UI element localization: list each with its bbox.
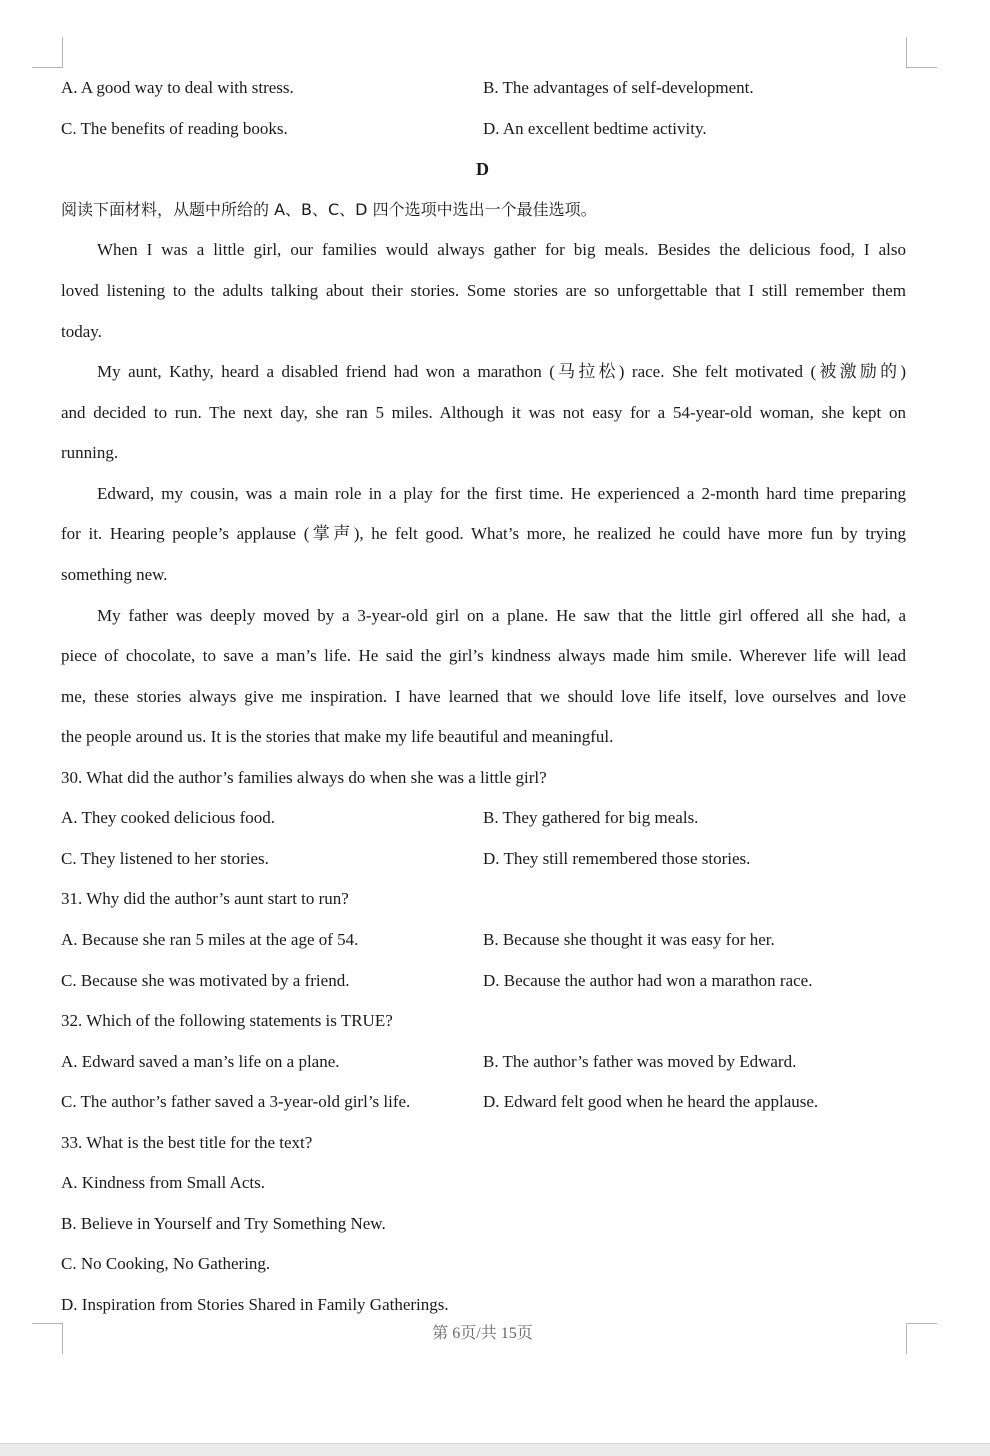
question-33-option-d: D. Inspiration from Stories Shared in Family Gatherings. (61, 1295, 449, 1314)
passage-p1-line2: loved listening to the adults talking about their stories. Some stories are so unforgettable that I still remember them (61, 281, 906, 300)
question-33-stem: 33. What is the best title for the text? (61, 1133, 313, 1152)
question-31-stem: 31. Why did the author’s aunt start to run? (61, 889, 349, 908)
question-31-option-b: B. Because she thought it was easy for her. (483, 930, 775, 949)
passage-p2-line3: running. (61, 443, 119, 462)
passage-p2-line1: My aunt, Kathy, heard a disabled friend had won a marathon (马拉松) race. She felt motivated (被激励的) (97, 362, 906, 381)
section-heading: D (476, 159, 489, 179)
prev-option-a: A. A good way to deal with stress. (61, 78, 294, 97)
question-30-option-d: D. They still remembered those stories. (483, 849, 751, 868)
question-30-stem: 30. What did the author’s families always do when she was a little girl? (61, 768, 547, 787)
passage-p4-line4: the people around us. It is the stories that make my life beautiful and meaningful. (61, 727, 614, 746)
passage-p1-line3: today. (61, 322, 102, 341)
question-32-stem: 32. Which of the following statements is TRUE? (61, 1011, 393, 1030)
prev-option-c: C. The benefits of reading books. (61, 119, 288, 138)
question-33-option-c: C. No Cooking, No Gathering. (61, 1254, 271, 1273)
passage-p3-line3: something new. (61, 565, 168, 584)
prev-option-d: D. An excellent bedtime activity. (483, 119, 707, 138)
question-30-option-a: A. They cooked delicious food. (61, 808, 276, 827)
passage-p2-line2: and decided to run. The next day, she ran 5 miles. Although it was not easy for a 54-year-old woman, she kept on (61, 403, 906, 422)
question-31-option-d: D. Because the author had won a marathon race. (483, 971, 813, 990)
question-30-option-c: C. They listened to her stories. (61, 849, 269, 868)
viewer-bottom-bar (0, 1443, 990, 1456)
instruction-text: 阅读下面材料，从题中所给的 A、B、C、D 四个选项中选出一个最佳选项。 (61, 200, 597, 219)
page-number-footer: 第 6页/共 15页 (432, 1325, 533, 1342)
crop-mark-top-right (906, 37, 937, 68)
question-32-option-a: A. Edward saved a man’s life on a plane. (61, 1052, 340, 1071)
passage-p4-line2: piece of chocolate, to save a man’s life. He said the girl’s kindness always made him smile. Wherever life will lead (61, 646, 906, 665)
crop-mark-top-left (32, 37, 63, 68)
prev-option-b: B. The advantages of self-development. (483, 78, 754, 97)
passage-p4-line1: My father was deeply moved by a 3-year-old girl on a plane. He saw that the little girl offered all she had, a (97, 606, 906, 625)
question-33-option-b: B. Believe in Yourself and Try Something New. (61, 1214, 386, 1233)
passage-p3-line1: Edward, my cousin, was a main role in a play for the first time. He experienced a 2-month hard time preparing (97, 484, 906, 503)
question-31-option-a: A. Because she ran 5 miles at the age of 54. (61, 930, 359, 949)
question-32-option-b: B. The author’s father was moved by Edward. (483, 1052, 797, 1071)
question-33-option-a: A. Kindness from Small Acts. (61, 1173, 265, 1192)
question-32-option-d: D. Edward felt good when he heard the applause. (483, 1092, 819, 1111)
question-30-option-b: B. They gathered for big meals. (483, 808, 699, 827)
question-31-option-c: C. Because she was motivated by a friend. (61, 971, 350, 990)
question-32-option-c: C. The author’s father saved a 3-year-old girl’s life. (61, 1092, 411, 1111)
passage-p4-line3: me, these stories always give me inspiration. I have learned that we should love life itself, love ourselves and love (61, 687, 906, 706)
passage-p3-line2: for it. Hearing people’s applause (掌声), he felt good. What’s more, he realized he could have more fun by trying (61, 524, 906, 543)
passage-p1-line1: When I was a little girl, our families would always gather for big meals. Besides the delicious food, I also (97, 240, 906, 259)
